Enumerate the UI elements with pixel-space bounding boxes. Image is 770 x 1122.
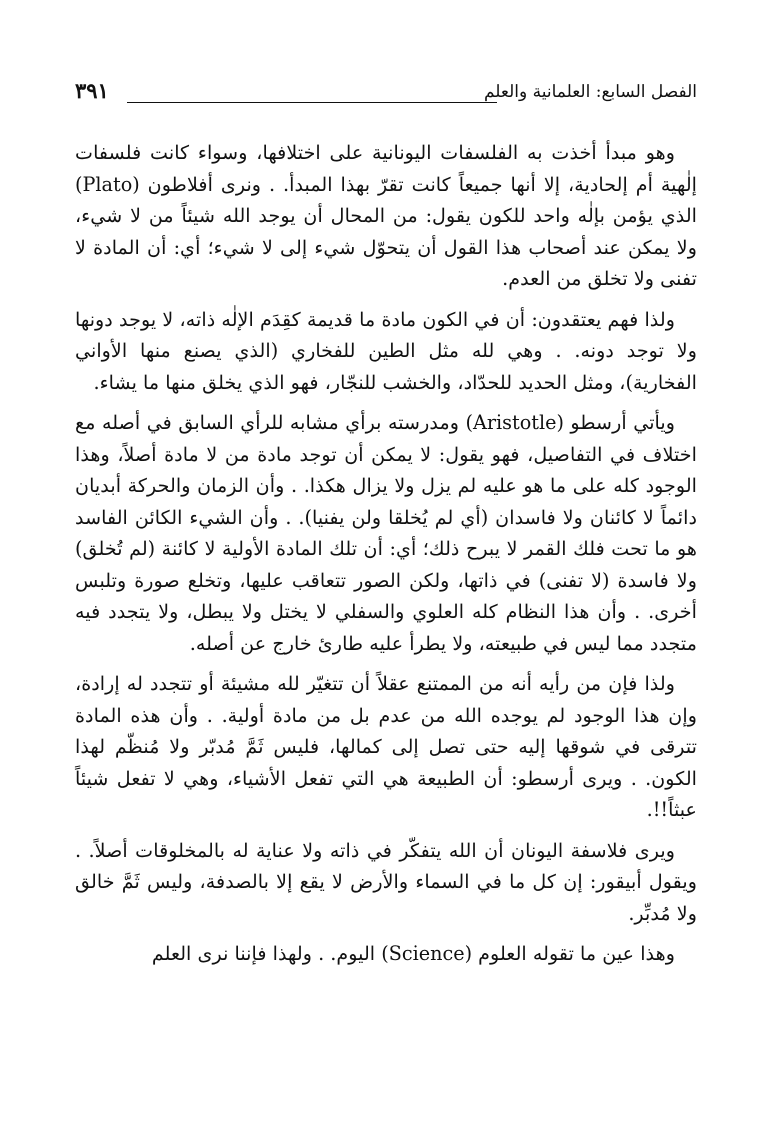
body-text	[75, 137, 697, 979]
running-head: الفصل السابع: العلمانية والعلم	[483, 82, 697, 102]
paragraph-4: ولذا فإن من رأيه أنه من الممتنع عقلاً أن تتغيّر لله مشيئة أو تتجدد له إرادة، وإن هذا الوجود لم يوجده الله من عدم بل من مادة أولية. . وأن هذه المادة تترقى في شوقها إليه حتى تصل إلى كمالها، فليس ثَمَّ مُدبّر ولا مُنظّم لهذا الكون. . ويرى أرسطو: أن الطبيعة هي التي تفعل الأشياء، وهي لا تفعل شيئاً عبثاً!!.	[75, 672, 697, 821]
paragraph-3: ويأتي أرسطو (Aristotle) ومدرسته برأي مشابه للرأي السابق في أصله مع اختلاف في التفاصيل، فهو يقول: لا يمكن أن توجد مادة من لا مادة أصلاً، وهذا الوجود كله على ما هو عليه لم يزل ولا يزال هكذا. . وأن الزمان والحركة أبديان دائماً لا كائنان ولا فاسدان (أي لم يُخلقا ولن يفنيا). . وأن الشيء الكائن الفاسد هو ما تحت فلك القمر لا يبرح ذلك؛ أي: أن تلك المادة الأولية لا كائنة (لم تُخلق) ولا فاسدة (لا تفنى) في ذاتها، ولكن الصور تتعاقب عليها، وتخلع صورة وتلبس أخرى. . وأن هذا النظام كله العلوي والسفلي لا يختل ولا يبطل، ولا يتجدد فيه متجدد مما ليس في طبيعته، ولا يطرأ عليه طارئ خارج عن أصله.	[75, 411, 697, 655]
paragraph-6: وهذا عين ما تقوله العلوم (Science) اليوم. . ولهذا فإننا نرى العلم	[151, 942, 675, 965]
paragraph-5: ويرى فلاسفة اليونان أن الله يتفكّر في ذاته ولا عناية له بالمخلوقات أصلاً. . ويقول أبيقور: إن كل ما في السماء والأرض لا يقع إلا بالصدفة، وليس ثَمَّ خالق ولا مُدبِّر.	[75, 838, 697, 925]
paragraph-1: وهو مبدأ أخذت به الفلسفات اليونانية على اختلافها، وسواء كانت فلسفات إلٰهية أم إلحادية، إلا أنها جميعاً كانت تقرّ بهذا المبدأ. . ونرى أفلاطون (Plato) الذي يؤمن بإلٰه واحد للكون يقول: من المحال أن يوجد الله شيئاً من لا شيء، ولا يمكن عند أصحاب هذا القول أن يتحوّل شيء إلى لا شيء؛ أي: أن المادة لا تفنى ولا تخلق من العدم.	[75, 141, 697, 290]
page-header	[75, 80, 697, 108]
header-rule	[127, 102, 497, 103]
paragraph-2: ولذا فهم يعتقدون: أن في الكون مادة ما قديمة كقِدَم الإلٰه ذاته، لا يوجد دونها ولا توجد دونه. . وهي لله مثل الطين للفخاري (الذي يصنع منها الأواني الفخارية)، ومثل الحديد للحدّاد، والخشب للنجّار، فهو الذي يخلق منها ما يشاء.	[75, 307, 697, 394]
page-number: ٣٩١	[75, 78, 109, 103]
